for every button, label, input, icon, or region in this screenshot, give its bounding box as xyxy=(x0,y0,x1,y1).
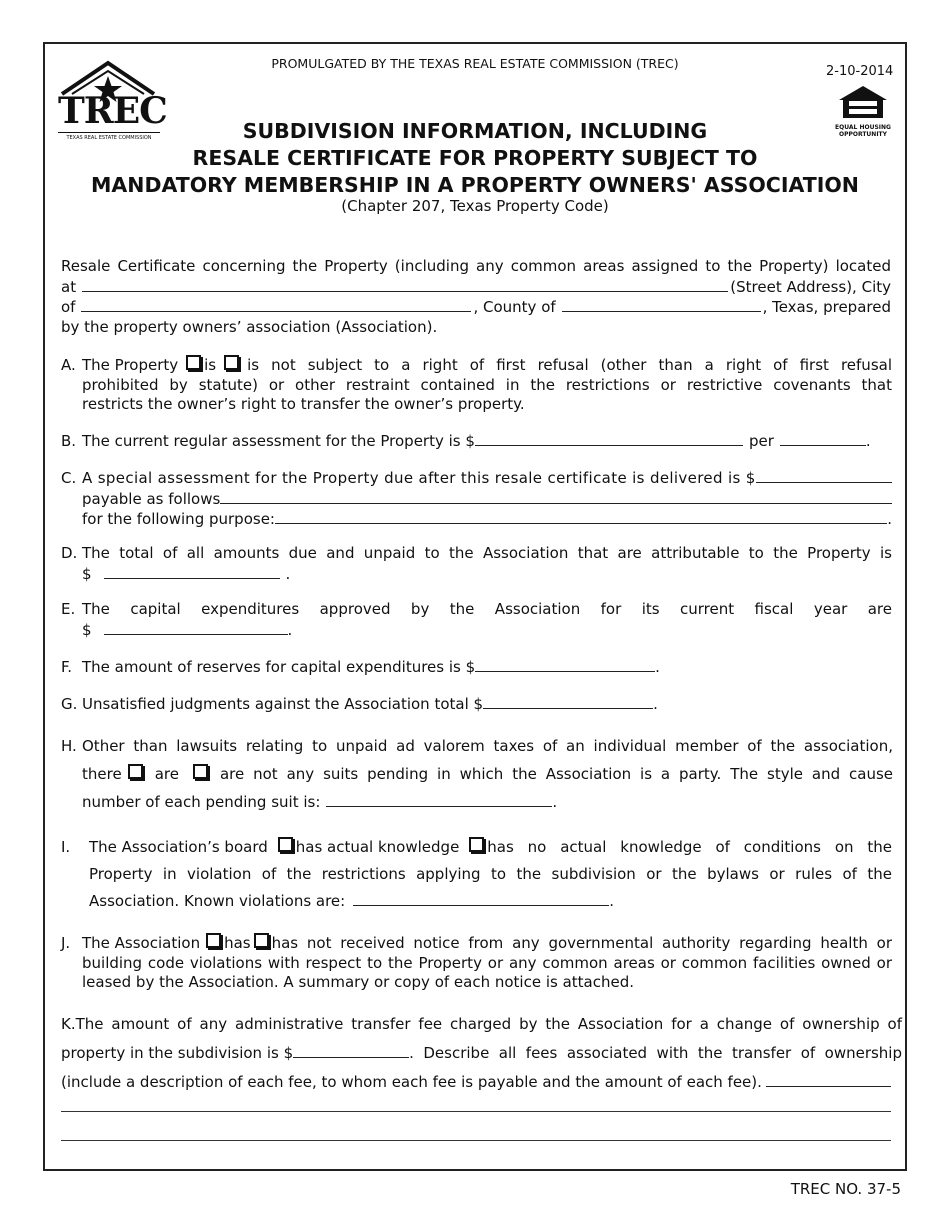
not-received-notice-checkbox[interactable] xyxy=(254,933,269,948)
k-line-1: K.The amount of any administrative transfer fee charged by the Association for a change of ownership of xyxy=(61,1015,902,1033)
reserves-field[interactable] xyxy=(475,657,655,672)
intro-paragraph: Resale Certificate concerning the Property (including any common areas assigned to the Property) located at (Street Address), City of , County of , Texas, prepared by the property owners’ association (Association). xyxy=(61,257,891,336)
has-knowledge-checkbox[interactable] xyxy=(278,837,293,852)
judgments-field[interactable] xyxy=(483,694,653,709)
section-a: A. The Property is is not subject to a right of first refusal (other than a right of first refusal prohibited by statute) or other restraint contained in the restrictions or restrictive covenants that restricts the owner’s right to transfer the owner’s property. xyxy=(61,356,892,413)
payable-as-follows-field[interactable] xyxy=(220,489,892,504)
logo-letters: TREC xyxy=(58,90,167,132)
eho-caption-2: OPPORTUNITY xyxy=(838,131,887,138)
suits-are-checkbox[interactable] xyxy=(128,764,143,779)
fee-description-line-2[interactable] xyxy=(61,1111,891,1112)
fee-description-field[interactable] xyxy=(766,1072,891,1087)
street-address-field[interactable] xyxy=(82,277,728,292)
form-number: TREC NO. 37-5 xyxy=(790,1180,901,1198)
form-title xyxy=(0,118,950,199)
section-h: H. Other than lawsuits relating to unpaid ad valorem taxes of an individual member of the association, there are are not any suits pending in which the Association is a party. The style and cause number of each pending suit is: . xyxy=(61,737,893,811)
pending-suits-field[interactable] xyxy=(326,792,552,807)
eho-caption-1: EQUAL HOUSING xyxy=(835,124,891,131)
regular-assessment-field[interactable] xyxy=(475,431,743,446)
equal-housing-icon xyxy=(834,84,892,120)
assessment-period-field[interactable] xyxy=(780,431,866,446)
received-notice-checkbox[interactable] xyxy=(206,933,221,948)
purpose-field[interactable] xyxy=(275,509,887,524)
county-field[interactable] xyxy=(562,297,761,312)
city-field[interactable] xyxy=(81,297,471,312)
section-b: B. The current regular assessment for the Property is $ per . xyxy=(61,432,871,450)
transfer-fee-field[interactable] xyxy=(293,1043,409,1058)
section-d: D. The total of all amounts due and unpaid to the Association that are attributable to the Property is $ . xyxy=(61,544,892,583)
special-assessment-field[interactable] xyxy=(756,468,892,483)
fee-description-line-3[interactable] xyxy=(61,1140,891,1141)
suits-are-not-checkbox[interactable] xyxy=(193,764,208,779)
logo-caption: TEXAS REAL ESTATE COMMISSION xyxy=(66,135,152,141)
form-date: 2-10-2014 xyxy=(826,64,894,79)
total-unpaid-field[interactable] xyxy=(104,564,280,579)
intro-line-4: by the property owners’ association (Association). xyxy=(61,317,438,336)
has-no-knowledge-checkbox[interactable] xyxy=(469,837,484,852)
form-subtitle: (Chapter 207, Texas Property Code) xyxy=(341,197,609,215)
title-line-3: MANDATORY MEMBERSHIP IN A PROPERTY OWNERS' ASSOCIATION xyxy=(91,173,859,197)
section-g: G. Unsatisfied judgments against the Association total $ . xyxy=(61,695,658,713)
section-c: C. A special assessment for the Property due after this resale certificate is delivered is $ payable as follows for the following purpose: . xyxy=(61,469,892,528)
section-i: I. The Association’s board has actual knowledge has no actual knowledge of conditions on the Property in violation of the restrictions applying to the subdivision or the bylaws or rules of the Association. Known violations are: . xyxy=(61,838,892,910)
capital-expenditures-field[interactable] xyxy=(104,620,288,635)
promulgated-header: PROMULGATED BY THE TEXAS REAL ESTATE COMMISSION (TREC) xyxy=(271,56,679,71)
section-k: K.The amount of any administrative transfer fee charged by the Association for a change of ownership of property in the subdivision is $ . Describe all fees associated with the transfer of ownership (include a description of each fee, to whom each fee is payable and the amount of each fee). xyxy=(61,1010,902,1097)
title-line-2: RESALE CERTIFICATE FOR PROPERTY SUBJECT TO xyxy=(192,146,758,170)
known-violations-field[interactable] xyxy=(353,891,609,906)
property-is-checkbox[interactable] xyxy=(186,355,201,370)
section-e: E. The capital expenditures approved by the Association for its current fiscal year are $ . xyxy=(61,600,892,639)
section-j: J. The Association has has not received notice from any governmental authority regarding health or building code violations with respect to the Property or any common areas or common facilities owned or leased by the Association. A summary or copy of each notice is attached. xyxy=(61,934,892,991)
intro-line-1: Resale Certificate concerning the Property (including any common areas assigned to the Property) located xyxy=(61,257,891,275)
title-line-1: SUBDIVISION INFORMATION, INCLUDING xyxy=(242,119,708,143)
section-f: F. The amount of reserves for capital expenditures is $ . xyxy=(61,658,660,676)
property-is-not-checkbox[interactable] xyxy=(224,355,239,370)
